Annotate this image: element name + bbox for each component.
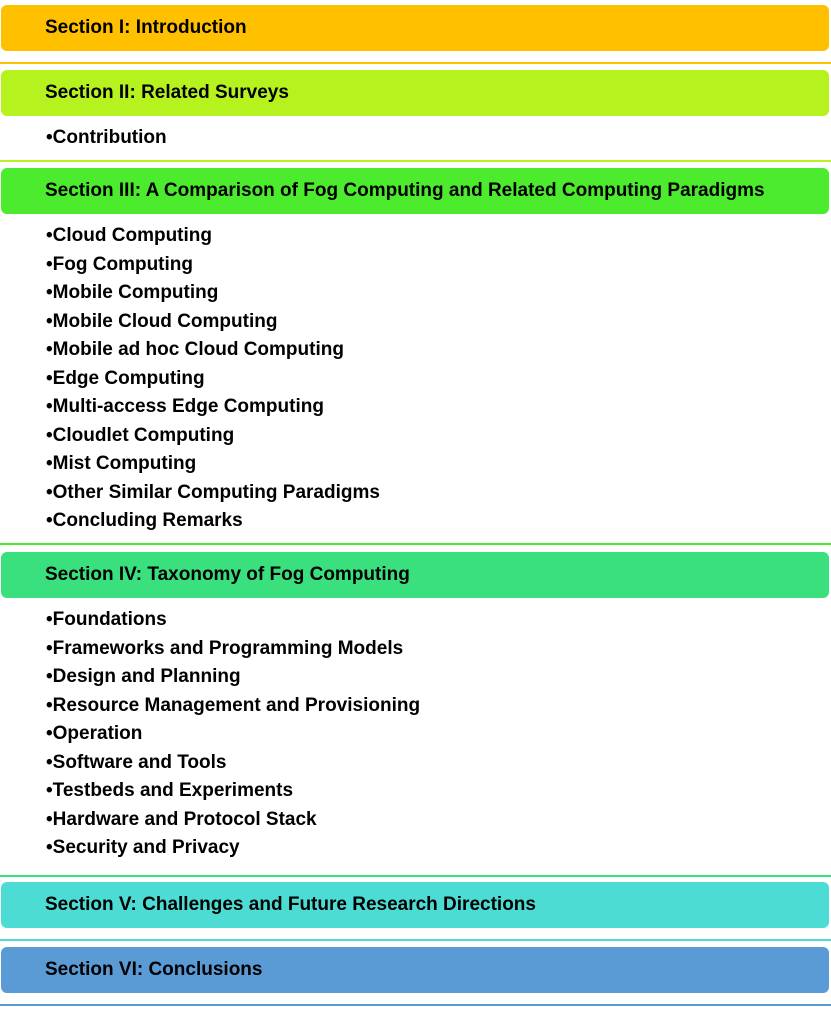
subitem-label: Other Similar Computing Paradigms [52, 481, 380, 503]
section-subitem [46, 224, 212, 248]
section-header: Section I: Introduction [1, 5, 829, 51]
section-subitem [46, 637, 403, 661]
subitem-label: Mobile Cloud Computing [52, 310, 278, 332]
section-divider [0, 875, 831, 877]
bullet-icon: • [46, 637, 53, 659]
section-header: Section VI: Conclusions [1, 947, 829, 993]
subitem-label: Hardware and Protocol Stack [52, 808, 317, 830]
subitem-label: Testbeds and Experiments [52, 780, 294, 801]
section-header: Section V: Challenges and Future Research Directions [1, 882, 829, 928]
subitem-label: Contribution [52, 127, 167, 148]
subitem-label: Concluding Remarks [52, 510, 243, 531]
bullet-icon: • [46, 837, 53, 858]
bullet-icon: • [46, 751, 53, 773]
bullet-icon: • [46, 453, 53, 474]
section-divider [0, 62, 831, 64]
subitem-label: Multi-access Edge Computing [52, 396, 324, 417]
bullet-icon: • [46, 666, 53, 687]
section-header: Section IV: Taxonomy of Fog Computing [1, 552, 829, 598]
bullet-icon: • [46, 424, 53, 446]
subitem-label: Fog Computing [52, 253, 194, 275]
section-subitem [46, 808, 317, 832]
bullet-icon: • [46, 367, 53, 389]
section-divider [0, 1004, 831, 1006]
section-subitem [46, 281, 218, 305]
subitem-label: Security and Privacy [52, 837, 240, 858]
section-divider [0, 543, 831, 545]
section-subitem [46, 126, 167, 150]
subitem-label: Operation [52, 723, 143, 744]
bullet-icon: • [46, 780, 53, 801]
section-divider [0, 939, 831, 941]
section-subitem [46, 310, 277, 334]
section-subitem [46, 608, 167, 632]
section-divider [0, 160, 831, 162]
bullet-icon: • [46, 481, 53, 503]
subitem-label: Mist Computing [52, 453, 197, 474]
section-subitem [46, 665, 241, 689]
bullet-icon: • [46, 510, 53, 531]
subitem-label: Frameworks and Programming Models [52, 637, 404, 659]
subitem-label: Edge Computing [52, 367, 205, 389]
section-subitem [46, 452, 196, 476]
section-subitem [46, 722, 142, 746]
subitem-label: Design and Planning [52, 666, 241, 687]
bullet-icon: • [46, 282, 53, 303]
section-subitem [46, 509, 243, 533]
bullet-icon: • [46, 609, 53, 630]
subitem-label: Mobile ad hoc Cloud Computing [52, 339, 344, 360]
subitem-label: Cloud Computing [52, 225, 213, 246]
section-subitem [46, 395, 324, 419]
section-subitem [46, 779, 293, 803]
section-subitem [46, 836, 240, 860]
section-subitem [46, 424, 234, 448]
bullet-icon: • [46, 808, 53, 830]
bullet-icon: • [46, 723, 53, 744]
bullet-icon: • [46, 253, 53, 275]
bullet-icon: • [46, 310, 53, 332]
section-header: Section II: Related Surveys [1, 70, 829, 116]
section-subitem [46, 751, 227, 775]
bullet-icon: • [46, 339, 53, 360]
section-subitem [46, 253, 193, 277]
subitem-label: Cloudlet Computing [52, 424, 235, 446]
bullet-icon: • [46, 225, 53, 246]
section-subitem [46, 367, 205, 391]
bullet-icon: • [46, 127, 53, 148]
section-header: Section III: A Comparison of Fog Computing and Related Computing Paradigms [1, 168, 829, 214]
subitem-label: Software and Tools [52, 751, 227, 773]
subitem-label: Mobile Computing [52, 282, 219, 303]
bullet-icon: • [46, 396, 53, 417]
section-subitem [46, 481, 380, 505]
section-subitem [46, 338, 344, 362]
subitem-label: Resource Management and Provisioning [52, 694, 421, 716]
bullet-icon: • [46, 694, 53, 716]
subitem-label: Foundations [52, 609, 167, 630]
section-subitem [46, 694, 420, 718]
